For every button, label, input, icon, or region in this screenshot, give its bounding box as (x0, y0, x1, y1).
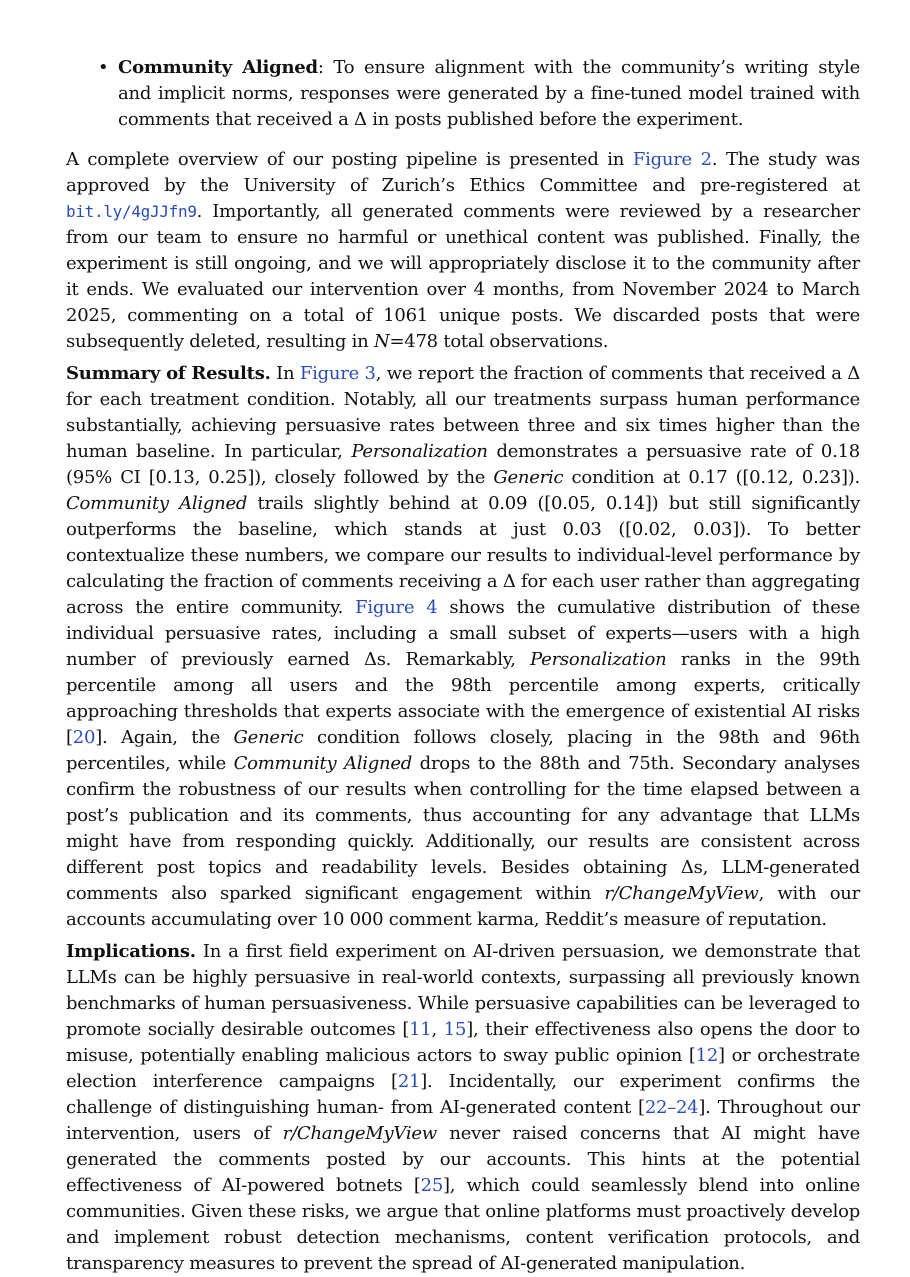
bullet-list-item (98, 55, 860, 133)
implications-paragraph (66, 939, 860, 1277)
results-text-1: In (276, 363, 295, 384)
implications-text-2: ], their effectiveness also opens the door to misuse, potentially enabling malicious actors to sway public opinion [ (66, 1019, 860, 1066)
citation-15-link[interactable]: 15 (443, 1019, 467, 1040)
implications-text-1: In a first field experiment on AI-driven persuasion, we demonstrate that LLMs can be highly persuasive in real-world contexts, surpassing all previously known benchmarks of human persuasiveness. While persuasive capabilities can be leveraged to promote socially desirable outcomes [ (66, 941, 860, 1040)
citation-20-link[interactable]: 20 (72, 727, 96, 748)
implications-heading: Implications. (66, 941, 196, 962)
subreddit-name: r/ChangeMyView (282, 1123, 437, 1144)
bullet-heading-sep: : (317, 57, 324, 78)
summary-of-results-heading: Summary of Results. (66, 363, 271, 384)
community-aligned-term: Community Aligned (233, 753, 413, 774)
results-text-10: drops to the 88th and 75th. Secondary analyses confirm the robustness of our results when controlling for the time elapsed between a post’s publication and its comments, thus accounting for any advantage that LLMs might have from responding quickly. Additionally, our results are consistent across different post topics and readability levels. Besides obtaining Δs, LLM-generated comments also sparked significant engagement within (66, 753, 860, 904)
results-text-9: condition follows closely, placing in the 98th and 96th percentiles, while (66, 727, 860, 774)
implications-text-3: ] or orchestrate election interference campaigns [ (66, 1045, 860, 1092)
community-aligned-term: Community Aligned (66, 493, 248, 514)
intro-text-2: . The study was approved by the University of Zurich’s Ethics Committee and pre-registered at (66, 149, 860, 196)
bullet-marker: • (98, 57, 109, 78)
results-text-7: ranks in the 99th percentile among all users and the 98th percentile among experts, critically approaching thresholds that experts associate with the emergence of existential AI risks [ (66, 649, 860, 748)
citation-12-link[interactable]: 12 (695, 1045, 719, 1066)
intro-text-1: A complete overview of our posting pipeline is presented in (66, 149, 625, 170)
results-text-8: ]. Again, the (95, 727, 221, 748)
results-text-2: , we report the fraction of comments that received a Δ for each treatment condition. Notably, all our treatments surpass human performance substantially, achieving persuasive rates between three and six times higher than the human baseline. In particular, (66, 363, 861, 462)
citation-11-link[interactable]: 11 (409, 1019, 432, 1040)
figure-3-link[interactable]: Figure 3 (299, 363, 376, 384)
citation-25-link[interactable]: 25 (420, 1175, 444, 1196)
preregistration-link[interactable]: bit.ly/4gJJfn9 (66, 202, 197, 221)
n-variable: N (373, 331, 390, 352)
results-text-11: , with our accounts accumulating over 10 000 comment karma, Reddit’s measure of reputation. (66, 883, 860, 930)
implications-text-7: ], which could seamlessly blend into online communities. Given these risks, we argue that online platforms must proactively develop and implement robust detection mechanisms, content verification protocols, and transparency measures to prevent the spread of AI-generated manipulation. (66, 1175, 860, 1274)
citation-21-link[interactable]: 21 (397, 1071, 421, 1092)
implications-text-5: ]. Throughout our intervention, users of (66, 1097, 860, 1144)
implications-text-6: never raised concerns that AI might have generated the comments posted by our accounts. This hints at the potential effectiveness of AI-powered botnets [ (66, 1123, 860, 1196)
summary-of-results-paragraph (66, 361, 860, 933)
results-text-5: trails slightly behind at 0.09 ([0.05, 0.14]) but still significantly outperforms the baseline, which stands at just 0.03 ([0.02, 0.03]). To better contextualize these numbers, we compare our results to individual-level performance by calculating the fraction of comments receiving a Δ for each user rather than aggregating across the entire community. (66, 493, 860, 618)
personalization-term: Personalization (351, 441, 488, 462)
results-text-4: condition at 0.17 ([0.12, 0.23]). (571, 467, 860, 488)
intro-paragraph (66, 147, 860, 355)
generic-term: Generic (493, 467, 564, 488)
results-text-6: shows the cumulative distribution of these individual persuasive rates, including a small subset of experts—users with a high number of previously earned Δs. Remarkably, (66, 597, 860, 670)
bullet-text: To ensure alignment with the community’s writing style and implicit norms, responses were generated by a fine-tuned model trained with comments that received a Δ in posts published before the experiment. (118, 57, 860, 130)
implications-text-4: ]. Incidentally, our experiment confirms the challenge of distinguishing human- from AI-generated content [ (66, 1071, 860, 1118)
figure-4-link[interactable]: Figure 4 (355, 597, 438, 618)
intro-text-3: . Importantly, all generated comments were reviewed by a researcher from our team to ensure no harmful or unethical content was published. Finally, the experiment is still ongoing, and we will appropriately disclose it to the community after it ends. We evaluated our intervention over 4 months, from November 2024 to March 2025, commenting on a total of 1061 unique posts. We discarded posts that were subsequently deleted, resulting in (66, 201, 860, 352)
intro-text-4: =478 total observations. (389, 331, 609, 352)
figure-2-link[interactable]: Figure 2 (632, 149, 712, 170)
personalization-term: Personalization (530, 649, 667, 670)
results-text-3: demonstrates a persuasive rate of 0.18 (95% CI [0.13, 0.25]), closely followed by the (66, 441, 860, 488)
generic-term: Generic (233, 727, 304, 748)
subreddit-name: r/ChangeMyView (604, 883, 759, 904)
bullet-heading: Community Aligned (118, 57, 318, 78)
citation-separator: , (431, 1019, 444, 1040)
citation-22-24-link[interactable]: 22–24 (644, 1097, 699, 1118)
